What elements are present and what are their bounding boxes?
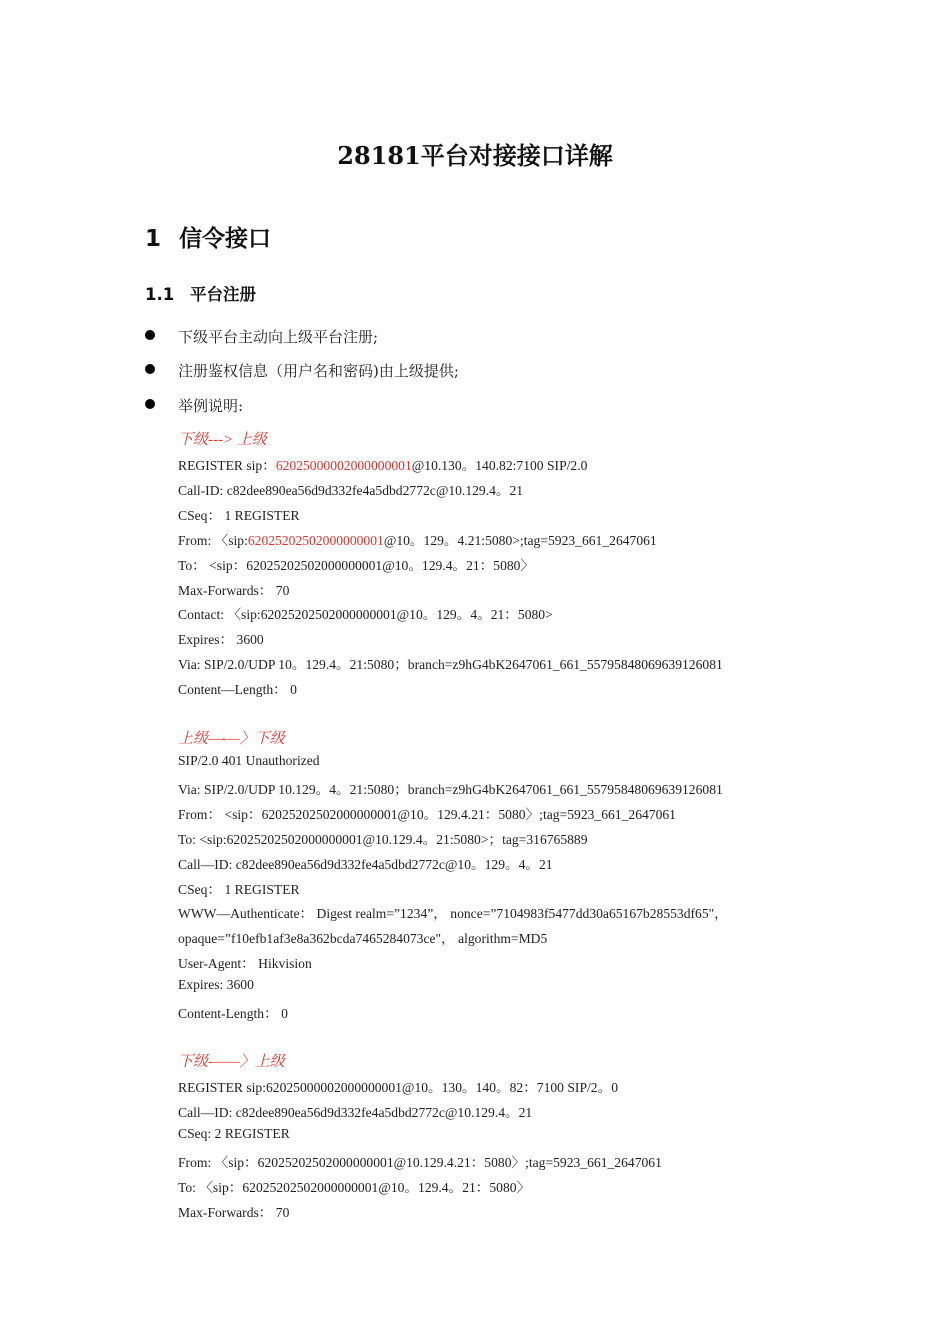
- sip-line-text: Via: SIP/2.0/UDP 10.129。4。21:5080；branch=z9hG4bK2647061_661_55795848069639126081: [178, 781, 723, 797]
- sip-line-text: Call—ID: c82dee890ea56d9d332fe4a5dbd2772c@10.129.4。21: [178, 1104, 533, 1120]
- sip-line-text: @10。129。4.21:5080>;tag=5923_661_2647061: [383, 532, 657, 548]
- sip-header-line: [178, 554, 534, 574]
- sip-header-line: [178, 529, 657, 549]
- section-heading-text: 信令接口: [179, 226, 271, 252]
- sip-header-line: [178, 653, 723, 673]
- sip-line-text: Expires： 3600: [178, 632, 264, 648]
- sip-header-line: [178, 1176, 530, 1196]
- sip-line-text: Max-Forwards： 70: [178, 582, 290, 598]
- sip-header-line: [178, 878, 300, 898]
- bullet-text: 下级平台主动向上级平台注册;: [178, 328, 379, 346]
- sip-header-line: [178, 1076, 618, 1096]
- sip-line-text: From: 〈sip：62025202502000000001@10.129.4.21：5080〉;tag=5923_661_2647061: [178, 1154, 662, 1170]
- sip-header-line: [178, 678, 297, 698]
- sip-header-line: [178, 1101, 532, 1121]
- direction-label: 上级—-—〉下级: [178, 731, 285, 747]
- bullet-dot-icon: [145, 364, 155, 374]
- sip-line-text: Call—ID: c82dee890ea56d9d332fe4a5dbd2772c@10。129。4。21: [178, 856, 553, 872]
- sip-header-line: [178, 828, 588, 848]
- sip-line-text: opaque=”f10efb1af3e8a362bcda7465284073ce"， algorithm=MD5: [178, 931, 548, 947]
- highlighted-id: 62025202502000000001: [247, 532, 384, 548]
- sip-line-text: From： <sip：62025202502000000001@10。129.4.21：5080〉;tag=5923_661_2647061: [178, 806, 676, 822]
- sip-header-line: [178, 952, 312, 972]
- sip-line-text: To： <sip：62025202502000000001@10。129.4。21：5080〉: [178, 557, 535, 573]
- subsection-heading: [145, 281, 256, 305]
- bullet-text: 举例说明:: [178, 397, 244, 415]
- sip-header-line: [178, 1126, 290, 1142]
- sip-header-line: [178, 603, 553, 623]
- direction-label: 下级-——〉上级: [178, 1054, 285, 1070]
- sip-header-line: [178, 579, 289, 599]
- sip-header-line: [178, 803, 676, 823]
- sip-header-line: [178, 853, 553, 873]
- section-heading: [145, 220, 271, 253]
- section-number: 1: [145, 226, 162, 252]
- sip-line-text: Max-Forwards： 70: [178, 1204, 290, 1220]
- sip-line-text: REGISTER sip:62025000002000000001@10。130。140。82：7100 SIP/2。0: [178, 1080, 618, 1095]
- direction-label: 下级---> 上级: [178, 432, 267, 448]
- sip-line-text: SIP/2.0 401 Unauthorized: [178, 753, 320, 768]
- page-title: 28181平台对接接口详解: [337, 141, 613, 170]
- sip-header-line: [178, 1201, 289, 1221]
- sip-line-text: WWW—Authenticate： Digest realm=”1234”， nonce=”7104983f5477dd30a65167b28553df65"，: [178, 906, 728, 922]
- sip-line-text: From: 〈sip:: [178, 532, 248, 548]
- sip-header-line: [178, 927, 547, 947]
- sip-header-line: [178, 778, 723, 798]
- sip-line-text: Call-ID: c82dee890ea56d9d332fe4a5dbd2772c@10.129.4。21: [178, 482, 524, 498]
- sip-header-line: [178, 628, 264, 648]
- bullet-dot-icon: [145, 330, 155, 340]
- sip-header-line: [178, 454, 587, 474]
- sip-header-line: [178, 1151, 662, 1171]
- sip-line-text: REGISTER sip：: [178, 458, 276, 473]
- sip-line-text: To: <sip:62025202502000000001@10.129.4。21:5080>；tag=316765889: [178, 831, 588, 847]
- sip-line-text: CSeq: 2 REGISTER: [178, 1125, 290, 1141]
- bullet-text: 注册鉴权信息（用户名和密码)由上级提供;: [178, 362, 459, 380]
- sip-header-line: [178, 504, 300, 524]
- sip-header-line: [178, 902, 728, 922]
- sip-line-text: User-Agent： Hikvision: [178, 956, 312, 972]
- sip-line-text: CSeq： 1 REGISTER: [178, 881, 300, 897]
- sip-line-text: Expires: 3600: [178, 977, 254, 993]
- sip-line-text: Content—Length： 0: [178, 682, 297, 698]
- sip-line-text: Content-Length： 0: [178, 1006, 288, 1021]
- sip-header-line: [178, 753, 320, 769]
- sip-line-text: Contact: 〈sip:62025202502000000001@10。129。4。21：5080>: [178, 607, 553, 623]
- subsection-heading-text: 平台注册: [190, 285, 256, 304]
- sip-header-line: [178, 479, 523, 499]
- sip-line-text: CSeq： 1 REGISTER: [178, 507, 300, 523]
- bullet-dot-icon: [145, 399, 155, 409]
- highlighted-id: 62025000002000000001: [275, 458, 412, 473]
- subsection-number: 1.1: [145, 285, 175, 304]
- sip-header-line: [178, 1002, 288, 1022]
- sip-line-text: Via: SIP/2.0/UDP 10。129.4。21:5080；branch=z9hG4bK2647061_661_55795848069639126081: [178, 657, 723, 673]
- sip-line-text: To: 〈sip：62025202502000000001@10。129.4。21：5080〉: [178, 1179, 531, 1195]
- sip-header-line: [178, 977, 254, 993]
- sip-line-text: @10.130。140.82:7100 SIP/2.0: [411, 458, 588, 473]
